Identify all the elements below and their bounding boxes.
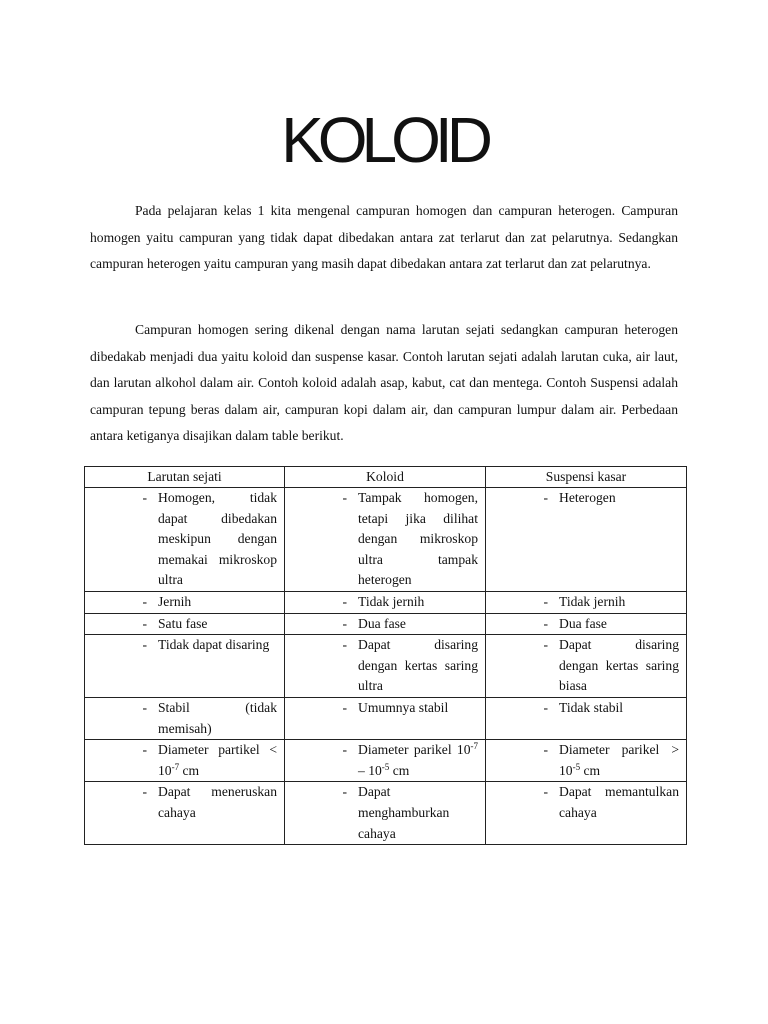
table-cell [486,635,687,698]
comparison-table [84,466,687,845]
table-row [85,782,687,845]
table-cell [486,488,687,592]
table-cell [486,613,687,635]
cell-text: Tidak dapat disaring [158,637,270,653]
cell-text: Tidak jernih [358,594,425,609]
table-cell [85,697,285,739]
table-cell [85,592,285,614]
header-koloid: Koloid [285,467,486,488]
cell-text: Tidak jernih [559,594,626,609]
bullet-dash: - [342,594,347,609]
table-header-row [85,467,687,488]
header-suspensi-kasar: Suspensi kasar [486,467,687,488]
table-cell [285,782,486,845]
bullet-dash: - [543,615,548,631]
cell-text: Dapat memantulkan cahaya [559,784,679,820]
document-title: KOLOID [281,104,487,176]
table-cell [285,697,486,739]
bullet-dash: - [342,742,347,758]
cell-text: Tidak stabil [559,699,624,715]
table-cell [486,592,687,614]
cell-text: Satu fase [158,615,208,631]
table-cell [285,488,486,592]
cell-text: Diameter partikel < $10^{-7}$ cm [158,742,277,778]
table-row [85,613,687,635]
cell-text: Dapat menghamburkan cahaya [358,784,450,841]
bullet-dash: - [543,784,548,800]
cell-text: Dapat meneruskan cahaya [158,784,277,820]
bullet-dash: - [543,594,548,609]
header-larutan-sejati: Larutan sejati [85,467,285,488]
table-row [85,697,687,739]
table-cell [285,592,486,614]
bullet-dash: - [142,784,147,800]
table-cell [486,697,687,739]
bullet-dash: - [342,490,347,505]
cell-text: Dua fase [559,615,607,631]
cell-text: Heterogen [559,490,616,505]
table-cell [85,740,285,782]
bullet-dash: - [142,637,147,653]
bullet-dash: - [543,742,548,758]
table-row [85,740,687,782]
table-cell [85,613,285,635]
cell-text: Umumnya stabil [358,699,449,715]
table-row [85,488,687,592]
cell-text: Jernih [158,594,192,609]
bullet-dash: - [142,615,147,631]
table-cell [486,740,687,782]
cell-text: Tampak homogen, tetapi jika dilihat dengan mikroskop ultra tampak heterogen [358,490,478,588]
bullet-dash: - [342,637,347,653]
table-cell [85,488,285,592]
table-row [85,635,687,698]
bullet-dash: - [342,699,347,715]
bullet-dash: - [142,490,147,505]
cell-text: Homogen, tidak dapat dibedakan meskipun dengan memakai mikroskop ultra [158,490,277,588]
cell-text: Diameter parikel $10^{-7} - 10^{-5}$ cm [358,741,478,778]
bullet-dash: - [142,742,147,758]
bullet-dash: - [543,699,548,715]
cell-text: Stabil (tidak memisah) [158,699,277,736]
table-cell [285,613,486,635]
bullet-dash: - [142,699,147,715]
table-cell [85,635,285,698]
bullet-dash: - [342,615,347,631]
bullet-dash: - [543,637,548,653]
cell-text: Diameter parikel > $10^{-5}$ cm [559,742,679,778]
table-cell [85,782,285,845]
paragraph-1: Pada pelajaran kelas 1 kita mengenal campuran homogen dan campuran heterogen. Campuran homogen yaitu campuran yang tidak dapat dibedakan antara zat terlarut dan zat pelarutnya. Sedangkan campuran heterogen yaitu campuran yang masih dapat dibedakan antara zat terlarut dan zat pelarutnya. [90,203,678,271]
bullet-dash: - [142,594,147,609]
cell-text: Dua fase [358,615,406,631]
table-cell [285,740,486,782]
paragraph-2: Campuran homogen sering dikenal dengan nama larutan sejati sedangkan campuran heterogen dibedakab menjadi dua yaitu koloid dan suspense kasar. Contoh larutan sejati adalah larutan cuka, air laut, dan larutan alkohol dalam air. Contoh koloid adalah asap, kabut, cat dan mentega. Contoh Suspensi adalah campuran tepung beras dalam air, campuran kopi dalam air, dan campuran lumpur dalam air. Perbedaan antara ketiganya disajikan dalam table berikut. [90,322,678,443]
cell-text: Dapat disaring dengan kertas saring biasa [559,637,679,694]
cell-text: Dapat disaring dengan kertas saring ultra [358,637,478,694]
bullet-dash: - [342,784,347,800]
table-cell [486,782,687,845]
table-row [85,592,687,614]
bullet-dash: - [543,490,548,505]
table-cell [285,635,486,698]
